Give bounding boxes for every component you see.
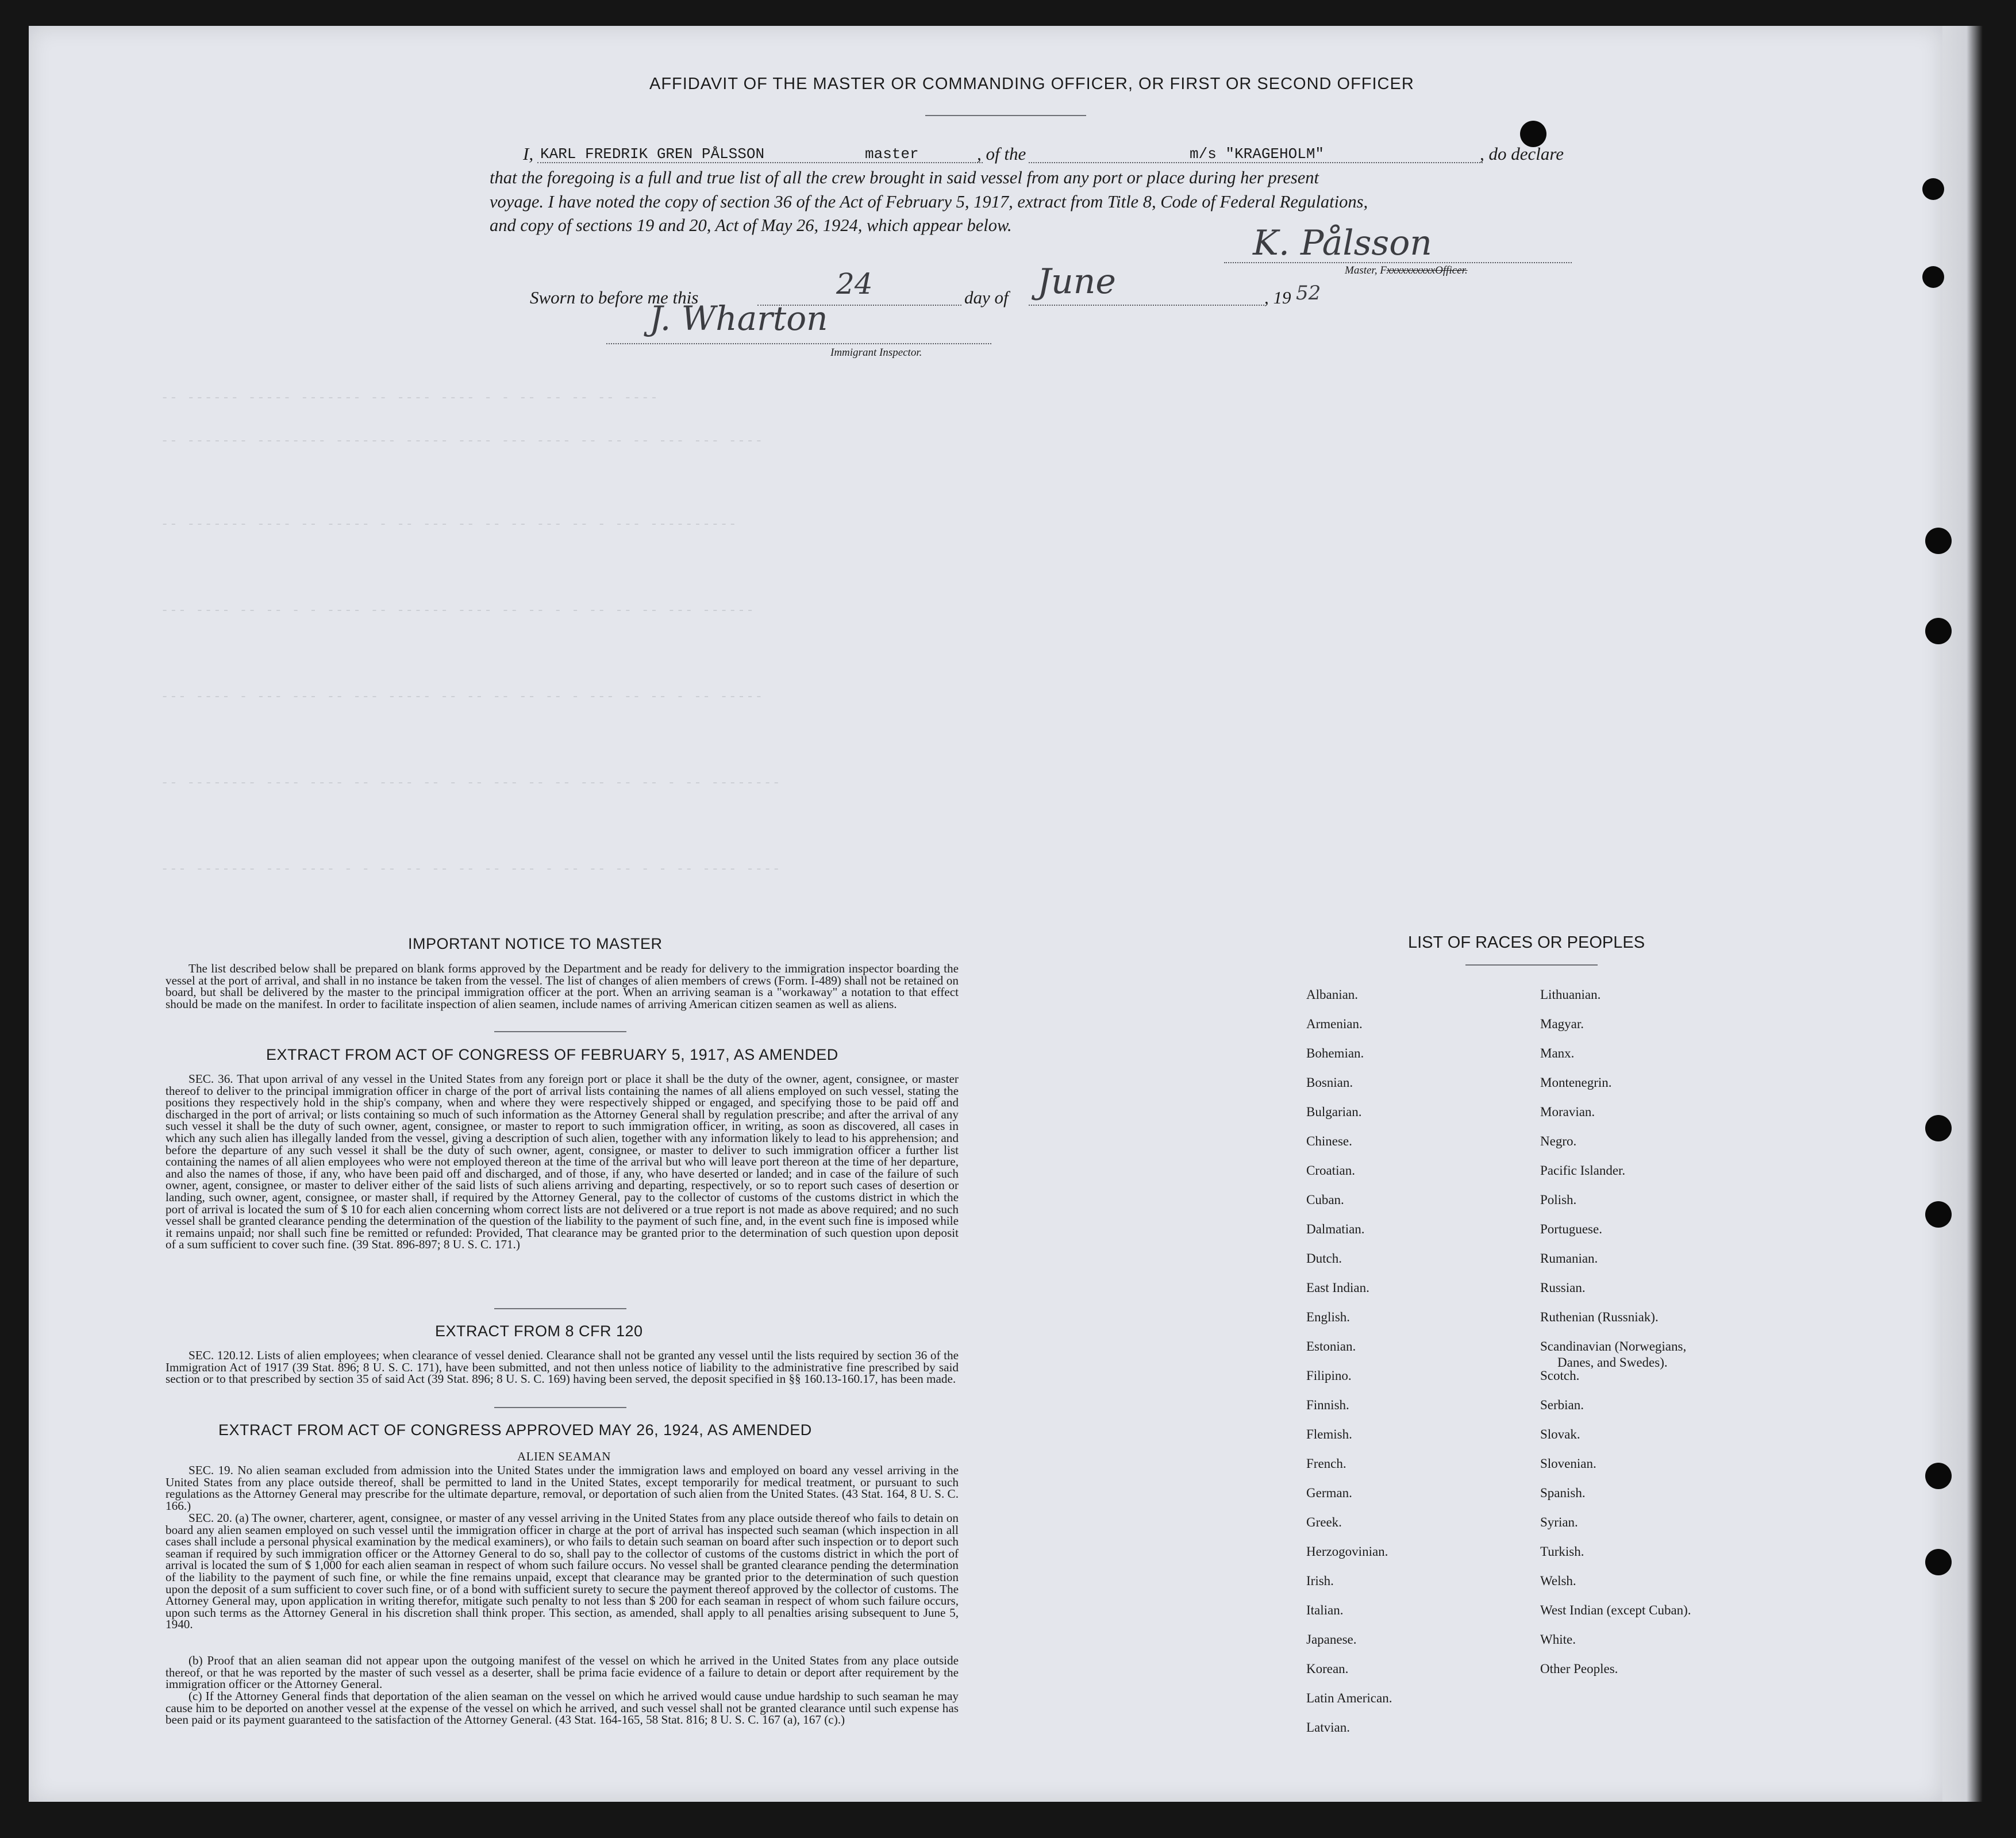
race-item: Rumanian. [1540,1251,1598,1266]
race-item: Korean. [1306,1662,1349,1676]
race-item: Bohemian. [1306,1046,1364,1060]
master-signature: K. Pålsson [1253,223,1432,263]
punch-hole [1925,1201,1952,1228]
race-item: Ruthenian (Russniak). [1540,1310,1659,1324]
master-name: KARL FREDRIK GREN PÅLSSON [540,145,765,163]
extract-cfr-title: EXTRACT FROM 8 CFR 120 [435,1322,643,1340]
affidavit-line-4: and copy of sections 19 and 20, Act of May 26, 1924, which appear below. [490,216,1012,235]
inspector-caption: Immigrant Inspector. [830,347,922,359]
punch-hole [1922,266,1944,288]
race-item: Albanian. [1306,987,1359,1002]
races-divider [1465,964,1598,966]
page-edge [1942,26,1983,1802]
month-value: June [1037,262,1116,302]
race-item: Estonian. [1306,1339,1356,1353]
affidavit-prefix: I, [523,144,534,164]
punch-hole [1925,1549,1952,1575]
punch-hole [1925,528,1952,554]
race-item: Dalmatian. [1306,1222,1365,1236]
race-item: Latvian. [1306,1720,1350,1735]
month-underline [1029,305,1264,306]
notice-title: IMPORTANT NOTICE TO MASTER [408,935,663,952]
bleed-through-text: --- ---- - --- --- -- --- ----- -- -- -- -- -- - --- -- -- - -- ----- [161,690,764,704]
declare-label: , do declare [1480,144,1564,164]
race-item: Moravian. [1540,1105,1595,1119]
extract-1917-text: SEC. 36. That upon arrival of any vessel in the United States from any foreign port or place it shall be the duty of the owner, agent, consignee, or master thereof to deliver to the principal immigration officer in charge of the port of arrival lists containing the names of all aliens employed on such vessel, stating the positions they respectively hold in the ship's company, when and where they were respectively shipped or engaged, and specifying those to be paid off and discharged in the port of arrival; or lists containing so much of such information as the Attorney General shall by regulation prescribe; and after the arrival of any such vessel it shall be the duty of such owner, agent, consignee, or master to report to such immigration officer, in writing, as soon as discovered, all cases in which any such alien has illegally landed from the vessel, giving a description of such alien, together with any information likely to lead to his apprehension; and before the departure of any such vessel it shall be the duty of such owner, agent, consignee, or master to deliver to such immigration officer a further list containing the names of all alien employees who were not employed thereon at the time of the arrival but who will leave port thereon at the time of her departure, and also the names of those, if any, who have been paid off and discharged, and of those, if any, who have deserted or landed; and in case of the failure of such owner, agent, consignee, or master to deliver either of the said lists of such aliens arriving and departing, respectively, or so to report such cases of desertion or landing, such owner, agent, consignee, or master shall, if required by the Attorney General, pay to the collector of customs of the customs district in which the port of arrival is located the sum of $ 10 for each alien concerning whom correct lists are not delivered or a true report is not made as above required; and no such vessel shall be granted clearance pending the determination of the question of the liability to the payment of such fine, and, in the event such fine is imposed while it remains unpaid; nor shall such fine be remitted or refunded: Provided, That clearance may be granted prior to the determination of such question upon deposit of a sum sufficient to cover such fine. (39 Stat. 896-897; 8 U. S. C. 171.) [166,1072,959,1252]
sec-19-text: SEC. 19. No alien seaman excluded from admission into the United States under the immigration laws and employed on board any vessel arriving in the United States from any place outside thereof, shall be permitted to land in the United States, except temporarily for medical treatment, or pursuant to such regulations as the Attorney General may prescribe for the ultimate departure, removal, or deportation of such alien from the United States. (43 Stat. 164, 8 U. S. C. 166.) [166,1463,959,1513]
race-item: German. [1306,1486,1352,1500]
race-item: Latin American. [1306,1691,1392,1705]
master-title: master [865,145,919,163]
day-value: 24 [836,267,873,301]
race-item: Scotch. [1540,1368,1580,1383]
bleed-through-text: --- ---- -- -- - - ---- -- ------ ---- -- -- - - -- -- -- --- ------ [161,603,755,618]
race-item: Welsh. [1540,1574,1576,1588]
bleed-through-text: --- ------- --- ---- - - -- -- -- -- -- --- - -- -- -- - - -- ---- ---- [161,862,782,876]
notice-text: The list described below shall be prepared on blank forms approved by the Department and be ready for delivery to the immigration inspector boarding the vessel at the port of arrival, and shall in no instance be taken from the vessel. The list of changes of alien members of crews (Form. I-489) shall not be retained on board, but shall be delivered by the master to the principal immigration officer at the port. When an arriving seaman is a "workaway" a notation to that effect should be made on the manifest. In order to facilitate inspection of alien seamen, include names of arriving American citizen seamen as well as aliens. [166,962,959,1011]
race-item: Russian. [1540,1281,1586,1295]
race-item: Armenian. [1306,1017,1363,1031]
race-item: Dutch. [1306,1251,1342,1266]
sec-20c-text: (c) If the Attorney General finds that deportation of the alien seaman on the vessel on which he arrived would cause undue hardship to such seaman he may cause him to be deported on another vessel at the expense of the vessel on which he arrived, and such vessel shall not be granted clearance until such expense has been paid or its payment guaranteed to the satisfaction of the Attorney General. (43 Stat. 164-165, 58 Stat. 816; 8 U. S. C. 167 (a), 167 (c).) [166,1689,959,1727]
race-item: Bulgarian. [1306,1105,1362,1119]
punch-hole [1925,1463,1952,1489]
inspector-signature-line [606,343,991,344]
alien-seaman-subtitle: ALIEN SEAMAN [517,1449,611,1463]
race-item: Cuban. [1306,1193,1344,1207]
race-item: Spanish. [1540,1486,1586,1500]
extract-1917-divider [494,1308,626,1309]
race-item: West Indian (except Cuban). [1540,1603,1691,1617]
sworn-label: Sworn to before me this [530,287,699,307]
race-item: Chinese. [1306,1134,1352,1148]
race-item: Pacific Islander. [1540,1163,1626,1178]
day-of-label: day of [964,287,1009,307]
punch-hole [1925,618,1952,644]
year-value: 52 [1296,282,1321,305]
punch-hole [1925,1115,1952,1141]
race-item: French. [1306,1456,1346,1471]
race-item: English. [1306,1310,1351,1324]
inspector-signature: J. Wharton [649,299,828,338]
race-item: Flemish. [1306,1427,1352,1441]
race-item: Italian. [1306,1603,1344,1617]
bleed-through-text: -- ------- -------- ------- ----- ---- --- ---- -- -- -- --- --- ---- [161,434,764,448]
race-item: Montenegrin. [1540,1075,1612,1090]
race-item: Herzogovinian. [1306,1544,1388,1559]
race-item: Lithuanian. [1540,987,1601,1002]
affidavit-title: AFFIDAVIT OF THE MASTER OR COMMANDING OFFICER, OR FIRST OR SECOND OFFICER [649,75,1414,93]
affidavit-line-3: voyage. I have noted the copy of section 36 of the Act of February 5, 1917, extract from Title 8, Code of Federal Regulations, [490,192,1368,212]
race-item: East Indian. [1306,1281,1369,1295]
extract-1924-title: EXTRACT FROM ACT OF CONGRESS APPROVED MAY 26, 1924, AS AMENDED [218,1421,812,1439]
race-item: Irish. [1306,1574,1334,1588]
race-item: Danes, and Swedes). [1557,1355,1668,1370]
race-item: Polish. [1540,1193,1577,1207]
of-the-label: , of the [977,144,1026,164]
race-item: Scandinavian (Norwegians, [1540,1339,1687,1353]
sec-20a-text: SEC. 20. (a) The owner, charterer, agent, consignee, or master of any vessel arriving in the United States from any place outside thereof who fails to detain on board any alien seamen employed on such vessel until the immigration officer in charge at the port of arrival has inspected such seaman (which inspection in all cases shall include a personal physical examination by the medical examiners), or who fails to detain such seaman on board after such inspection or to deport such seaman if required by such immigration officer or the Attorney General to do so, shall pay to the collector of customs of the customs district in which the port of arrival is located the sum of $ 1,000 for each alien seaman in respect of whom such failure occurs. No vessel shall be granted clearance pending the determination of the liability to the payment of such fine, or while the fine remains unpaid, except that clearance may be granted prior to the determination of such question upon the deposit of a sum sufficient to cover such fine, or of a bond with sufficient surety to secure the payment thereof approved by the collector of customs. The Attorney General may, upon application in writing therefor, mitigate such penalty to not less than $ 200 for each seaman in respect of whom such failure occurs, upon such terms as the Attorney General in his discretion shall think proper. This section, as amended, shall apply to all penalties arising subsequent to June 5, 1940. [166,1511,959,1632]
race-item: Other Peoples. [1540,1662,1618,1676]
extract-cfr-divider [494,1407,626,1408]
extract-1917-title: EXTRACT FROM ACT OF CONGRESS OF FEBRUARY 5, 1917, AS AMENDED [266,1046,838,1063]
master-signature-line [1224,262,1572,263]
affidavit-line-2: that the foregoing is a full and true list of all the crew brought in said vessel from any port or place during her present [490,168,1319,187]
master-caption-text: Master, F [1345,264,1387,276]
race-item: Serbian. [1540,1398,1584,1412]
vessel-name: m/s "KRAGEHOLM" [1190,145,1325,163]
race-item: Finnish. [1306,1398,1349,1412]
race-item: Turkish. [1540,1544,1584,1559]
races-title: LIST OF RACES OR PEOPLES [1408,933,1645,952]
race-item: Magyar. [1540,1017,1584,1031]
notice-divider [494,1031,626,1032]
race-item: Croatian. [1306,1163,1355,1178]
race-item: Filipino. [1306,1368,1352,1383]
race-item: Bosnian. [1306,1075,1353,1090]
race-item: Slovenian. [1540,1456,1596,1471]
extract-cfr-text: SEC. 120.12. Lists of alien employees; when clearance of vessel denied. Clearance shall not be granted any vessel until the lists required by section 36 of the Immigration Act of 1917 (39 Stat. 896; 8 U. S. C. 171), have been submitted, and not then unless notice of liability to the administrative fine prescribed by said section or to that prescribed by section 35 of said Act (39 Stat. 896; 8 U. S. C. 169) having been served, the deposit specified in §§ 160.13-160.17, has been made. [166,1348,959,1386]
race-item: Negro. [1540,1134,1577,1148]
master-caption-struck: xxxxxxxxxxOfficer. [1386,264,1468,276]
race-item: Manx. [1540,1046,1575,1060]
race-item: Greek. [1306,1515,1342,1529]
race-item: Portuguese. [1540,1222,1602,1236]
sec-20b-text: (b) Proof that an alien seaman did not appear upon the outgoing manifest of the vessel on which he arrived in the United States from any place outside thereof, or that he was reported by the master of such vessel as a deserter, shall be prima facie evidence of a failure to detain or deport after requirement by the immigration officer or the Attorney General. [166,1654,959,1691]
race-item: Japanese. [1306,1632,1357,1647]
master-caption [1345,264,1468,277]
punch-hole [1922,178,1944,200]
race-item: Syrian. [1540,1515,1578,1529]
bleed-through-text: -- ------ ----- ------- -- ---- ---- - - -- -- -- -- ---- [161,391,659,405]
race-item: Slovak. [1540,1427,1580,1441]
bleed-through-text: -- ------- ---- -- ----- - -- --- -- -- -- --- -- - --- ---------- [161,517,738,532]
race-item: White. [1540,1632,1576,1647]
year-label: , 19 [1264,287,1291,307]
bleed-through-text: -- -------- ---- ---- -- ---- -- - -- --- -- -- --- -- -- - -- -------- [161,776,782,790]
title-divider [925,115,1086,116]
